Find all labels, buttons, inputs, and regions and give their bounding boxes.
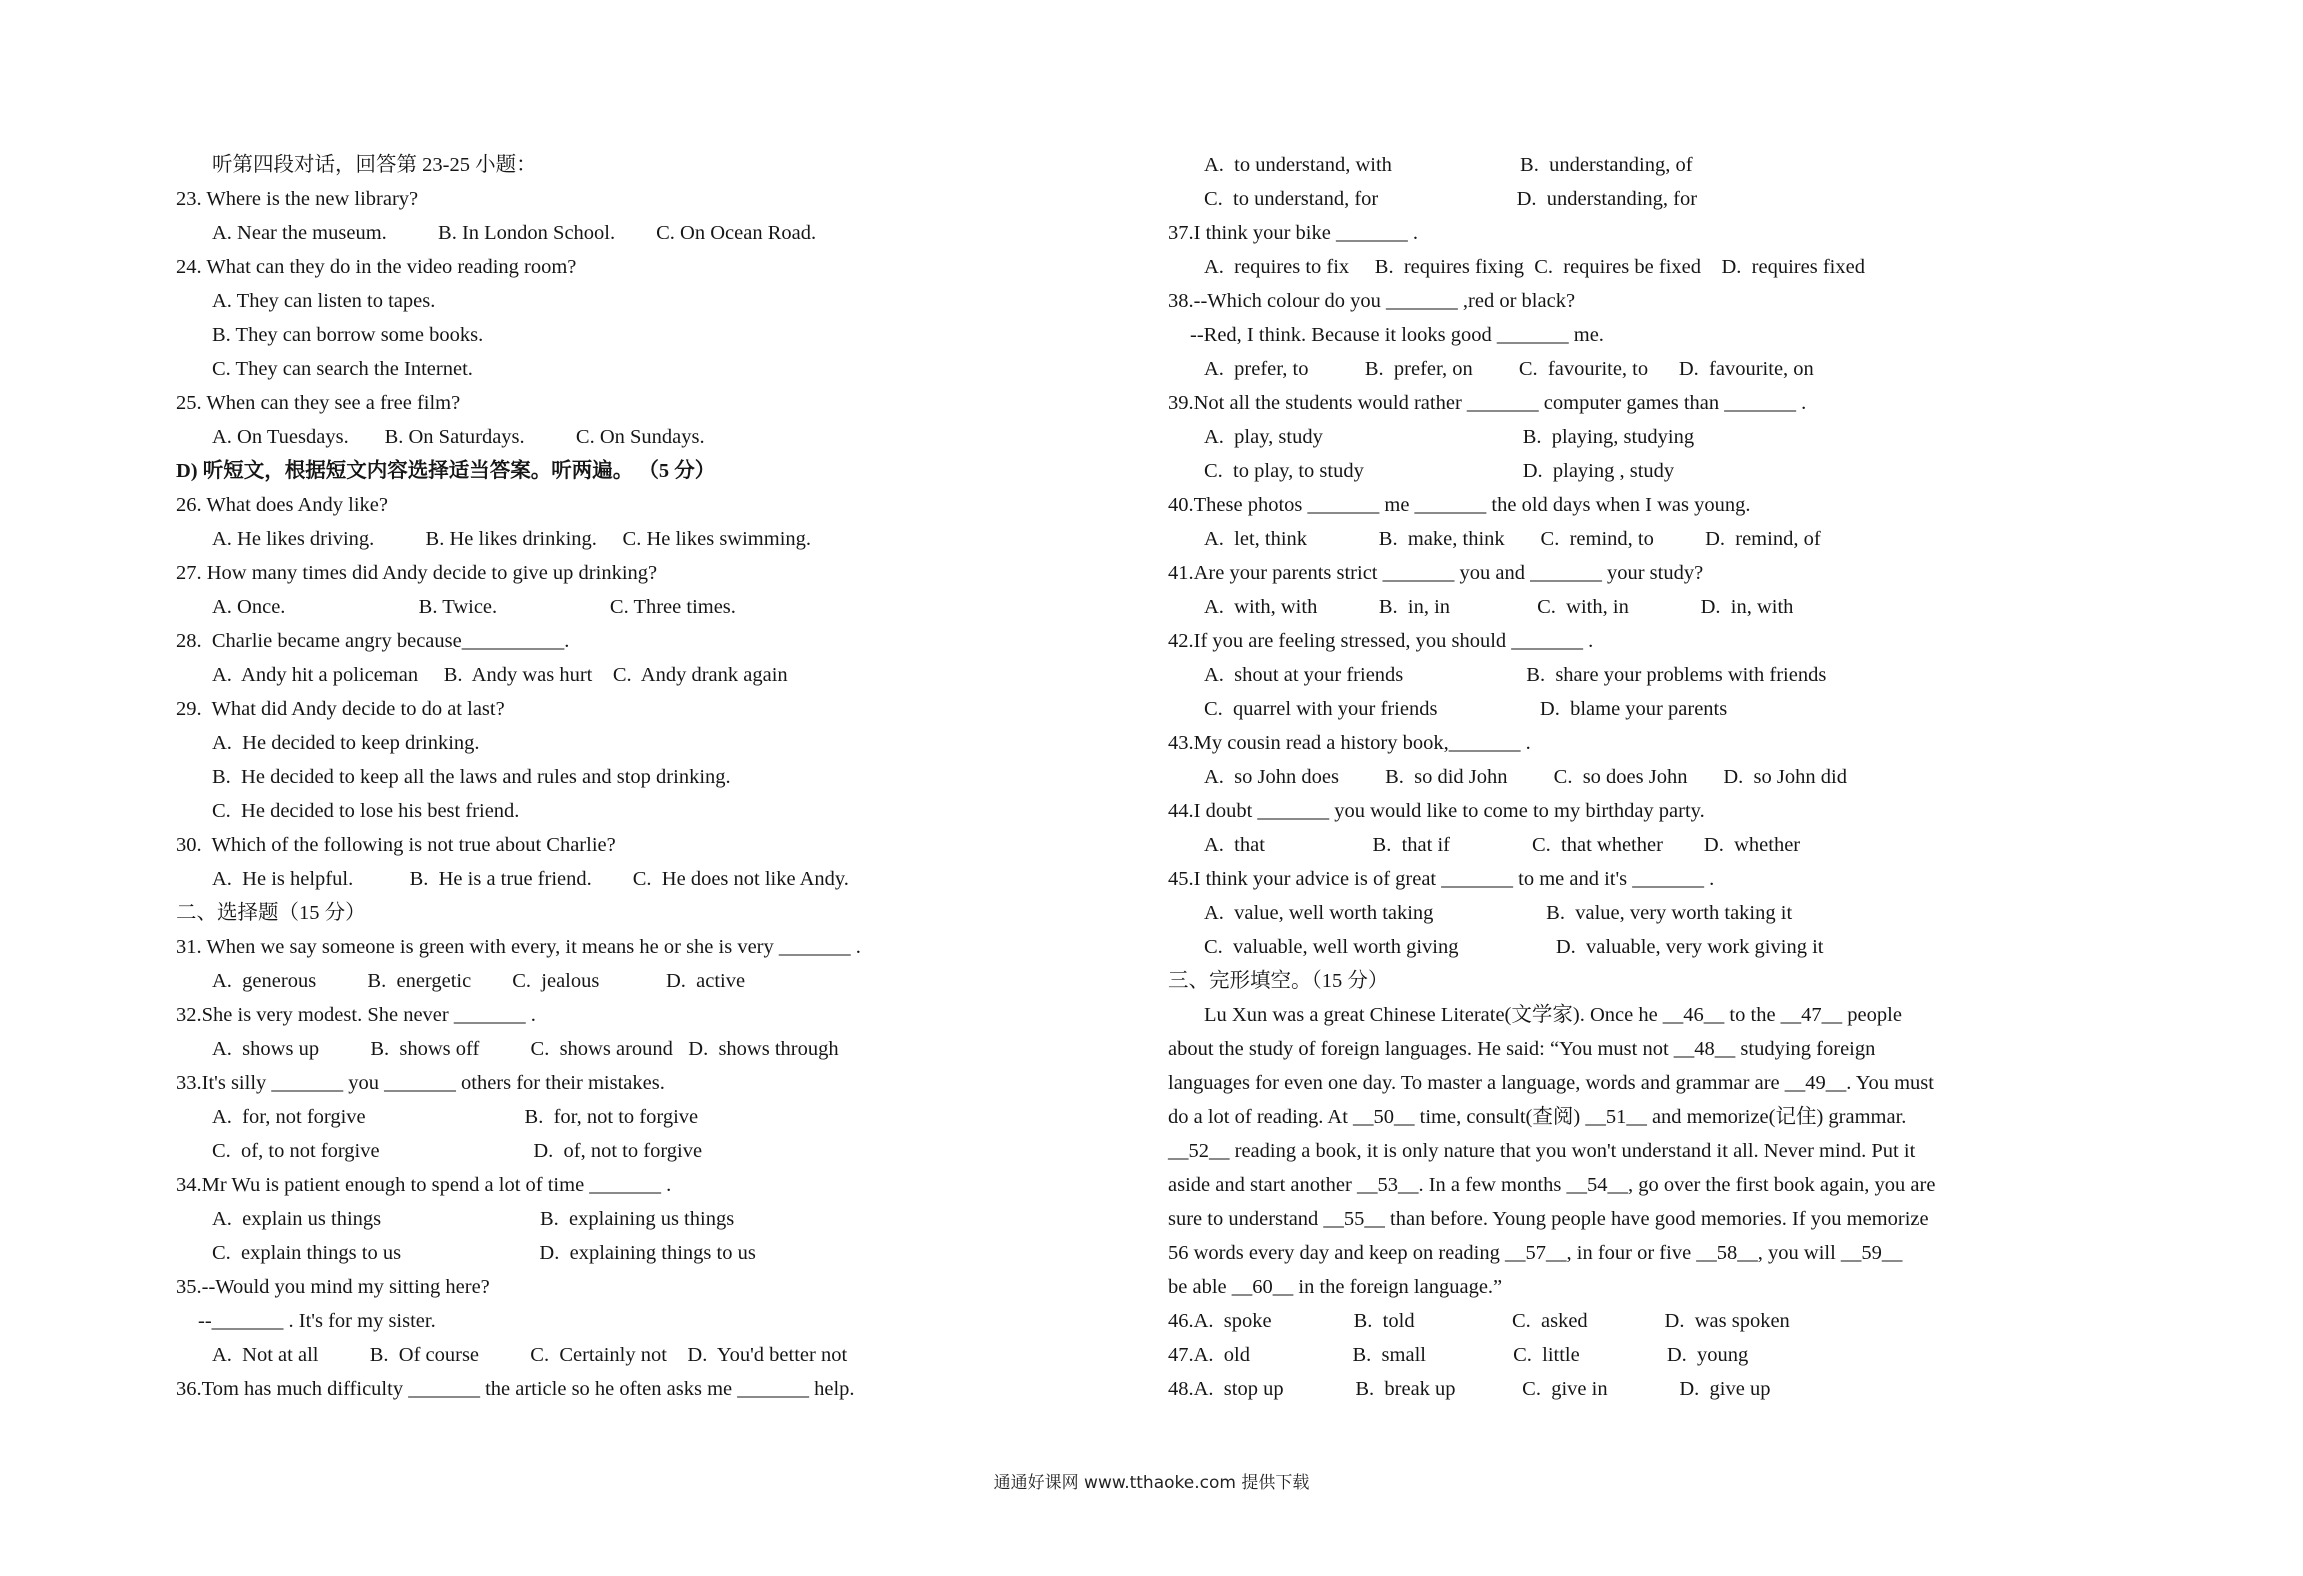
options-42-cd: C. quarrel with your friends D. blame your parents	[1204, 698, 1728, 720]
question-37: 37.I think your bike _______ .	[1168, 222, 1418, 244]
question-39: 39.Not all the students would rather _______ computer games than _______ .	[1168, 392, 1807, 414]
question-32: 32.She is very modest. She never _______ .	[176, 1004, 536, 1026]
option-29b: B. He decided to keep all the laws and rules and stop drinking.	[212, 766, 731, 788]
options-42-ab: A. shout at your friends B. share your problems with friends	[1204, 664, 1827, 686]
page-footer: 通通好课网 www.tthaoke.com 提供下载	[993, 1473, 1310, 1493]
options-46: 46.A. spoke B. told C. asked D. was spoken	[1168, 1310, 1790, 1332]
section-d-heading: D) 听短文，根据短文内容选择适当答案。听两遍。 （5 分）	[176, 460, 716, 482]
options-39-cd: C. to play, to study D. playing , study	[1204, 460, 1675, 482]
cloze-passage-line: sure to understand __55__ than before. Young people have good memories. If you memorize	[1168, 1208, 1929, 1230]
options-30: A. He is helpful. B. He is a true friend. C. He does not like Andy.	[212, 868, 849, 890]
options-31: A. generous B. energetic C. jealous D. active	[212, 970, 746, 992]
question-26: 26. What does Andy like?	[176, 494, 388, 516]
cloze-passage-line: Lu Xun was a great Chinese Literate(文学家). Once he __46__ to the __47__ people	[1204, 1004, 1902, 1026]
options-33-cd: C. of, to not forgive D. of, not to forgive	[212, 1140, 703, 1162]
options-40: A. let, think B. make, think C. remind, to D. remind, of	[1204, 528, 1821, 550]
question-36: 36.Tom has much difficulty _______ the article so he often asks me _______ help.	[176, 1378, 855, 1400]
question-25: 25. When can they see a free film?	[176, 392, 461, 414]
cloze-passage-line: about the study of foreign languages. He said: “You must not __48__ studying foreign	[1168, 1038, 1876, 1060]
question-27: 27. How many times did Andy decide to give up drinking?	[176, 562, 658, 584]
question-28: 28. Charlie became angry because__________.	[176, 630, 570, 652]
options-33-ab: A. for, not forgive B. for, not to forgive	[212, 1106, 699, 1128]
options-25: A. On Tuesdays. B. On Saturdays. C. On Sundays.	[212, 426, 705, 448]
question-38-reply: --Red, I think. Because it looks good _______ me.	[1190, 324, 1604, 346]
options-36-ab: A. to understand, with B. understanding, of	[1204, 154, 1693, 176]
option-29a: A. He decided to keep drinking.	[212, 732, 480, 754]
options-39-ab: A. play, study B. playing, studying	[1204, 426, 1695, 448]
options-45-cd: C. valuable, well worth giving D. valuable, very work giving it	[1204, 936, 1824, 958]
options-28: A. Andy hit a policeman B. Andy was hurt C. Andy drank again	[212, 664, 788, 686]
question-31: 31. When we say someone is green with every, it means he or she is very _______ .	[176, 936, 861, 958]
options-27: A. Once. B. Twice. C. Three times.	[212, 596, 736, 618]
question-24: 24. What can they do in the video reading room?	[176, 256, 577, 278]
cloze-passage-line: do a lot of reading. At __50__ time, consult(查阅) __51__ and memorize(记住) grammar.	[1168, 1106, 1907, 1128]
options-38: A. prefer, to B. prefer, on C. favourite, to D. favourite, on	[1204, 358, 1814, 380]
section-3-heading: 三、完形填空。（15 分）	[1168, 970, 1389, 992]
question-38: 38.--Which colour do you _______ ,red or black?	[1168, 290, 1576, 312]
section-instruction: 听第四段对话，回答第 23-25 小题：	[212, 154, 537, 176]
cloze-passage-line: languages for even one day. To master a language, words and grammar are __49__. You must	[1168, 1072, 1934, 1094]
options-32: A. shows up B. shows off C. shows around D. shows through	[212, 1038, 839, 1060]
question-43: 43.My cousin read a history book,_______ .	[1168, 732, 1531, 754]
option-24b: B. They can borrow some books.	[212, 324, 484, 346]
options-41: A. with, with B. in, in C. with, in D. in, with	[1204, 596, 1794, 618]
cloze-passage-line: __52__ reading a book, it is only nature that you won't understand it all. Never mind. Put it	[1168, 1140, 1916, 1162]
question-44: 44.I doubt _______ you would like to come to my birthday party.	[1168, 800, 1705, 822]
options-26: A. He likes driving. B. He likes drinking. C. He likes swimming.	[212, 528, 812, 550]
options-35: A. Not at all B. Of course C. Certainly not D. You'd better not	[212, 1344, 848, 1366]
options-36-cd: C. to understand, for D. understanding, for	[1204, 188, 1698, 210]
options-47: 47.A. old B. small C. little D. young	[1168, 1344, 1749, 1366]
cloze-passage-line: 56 words every day and keep on reading __57__, in four or five __58__, you will __59__	[1168, 1242, 1903, 1264]
options-43: A. so John does B. so did John C. so does John D. so John did	[1204, 766, 1847, 788]
option-24c: C. They can search the Internet.	[212, 358, 473, 380]
question-35-reply: --_______ . It's for my sister.	[198, 1310, 436, 1332]
question-23: 23. Where is the new library?	[176, 188, 419, 210]
cloze-passage-line: aside and start another __53__. In a few months __54__, go over the first book again, you are	[1168, 1174, 1936, 1196]
question-42: 42.If you are feeling stressed, you should _______ .	[1168, 630, 1594, 652]
options-48: 48.A. stop up B. break up C. give in D. give up	[1168, 1378, 1771, 1400]
option-24a: A. They can listen to tapes.	[212, 290, 436, 312]
question-41: 41.Are your parents strict _______ you and _______ your study?	[1168, 562, 1704, 584]
question-45: 45.I think your advice is of great _______ to me and it's _______ .	[1168, 868, 1715, 890]
question-34: 34.Mr Wu is patient enough to spend a lot of time _______ .	[176, 1174, 672, 1196]
question-33: 33.It's silly _______ you _______ others for their mistakes.	[176, 1072, 665, 1094]
question-30: 30. Which of the following is not true about Charlie?	[176, 834, 616, 856]
options-37: A. requires to fix B. requires fixing C. requires be fixed D. requires fixed	[1204, 256, 1865, 278]
options-34-ab: A. explain us things B. explaining us things	[212, 1208, 735, 1230]
options-44: A. that B. that if C. that whether D. whether	[1204, 834, 1801, 856]
options-23: A. Near the museum. B. In London School. C. On Ocean Road.	[212, 222, 817, 244]
option-29c: C. He decided to lose his best friend.	[212, 800, 520, 822]
options-34-cd: C. explain things to us D. explaining things to us	[212, 1242, 756, 1264]
options-45-ab: A. value, well worth taking B. value, very worth taking it	[1204, 902, 1793, 924]
question-35: 35.--Would you mind my sitting here?	[176, 1276, 490, 1298]
question-40: 40.These photos _______ me _______ the old days when I was young.	[1168, 494, 1751, 516]
question-29: 29. What did Andy decide to do at last?	[176, 698, 505, 720]
cloze-passage-line: be able __60__ in the foreign language.”	[1168, 1276, 1503, 1298]
section-2-heading: 二、选择题（15 分）	[176, 902, 366, 924]
